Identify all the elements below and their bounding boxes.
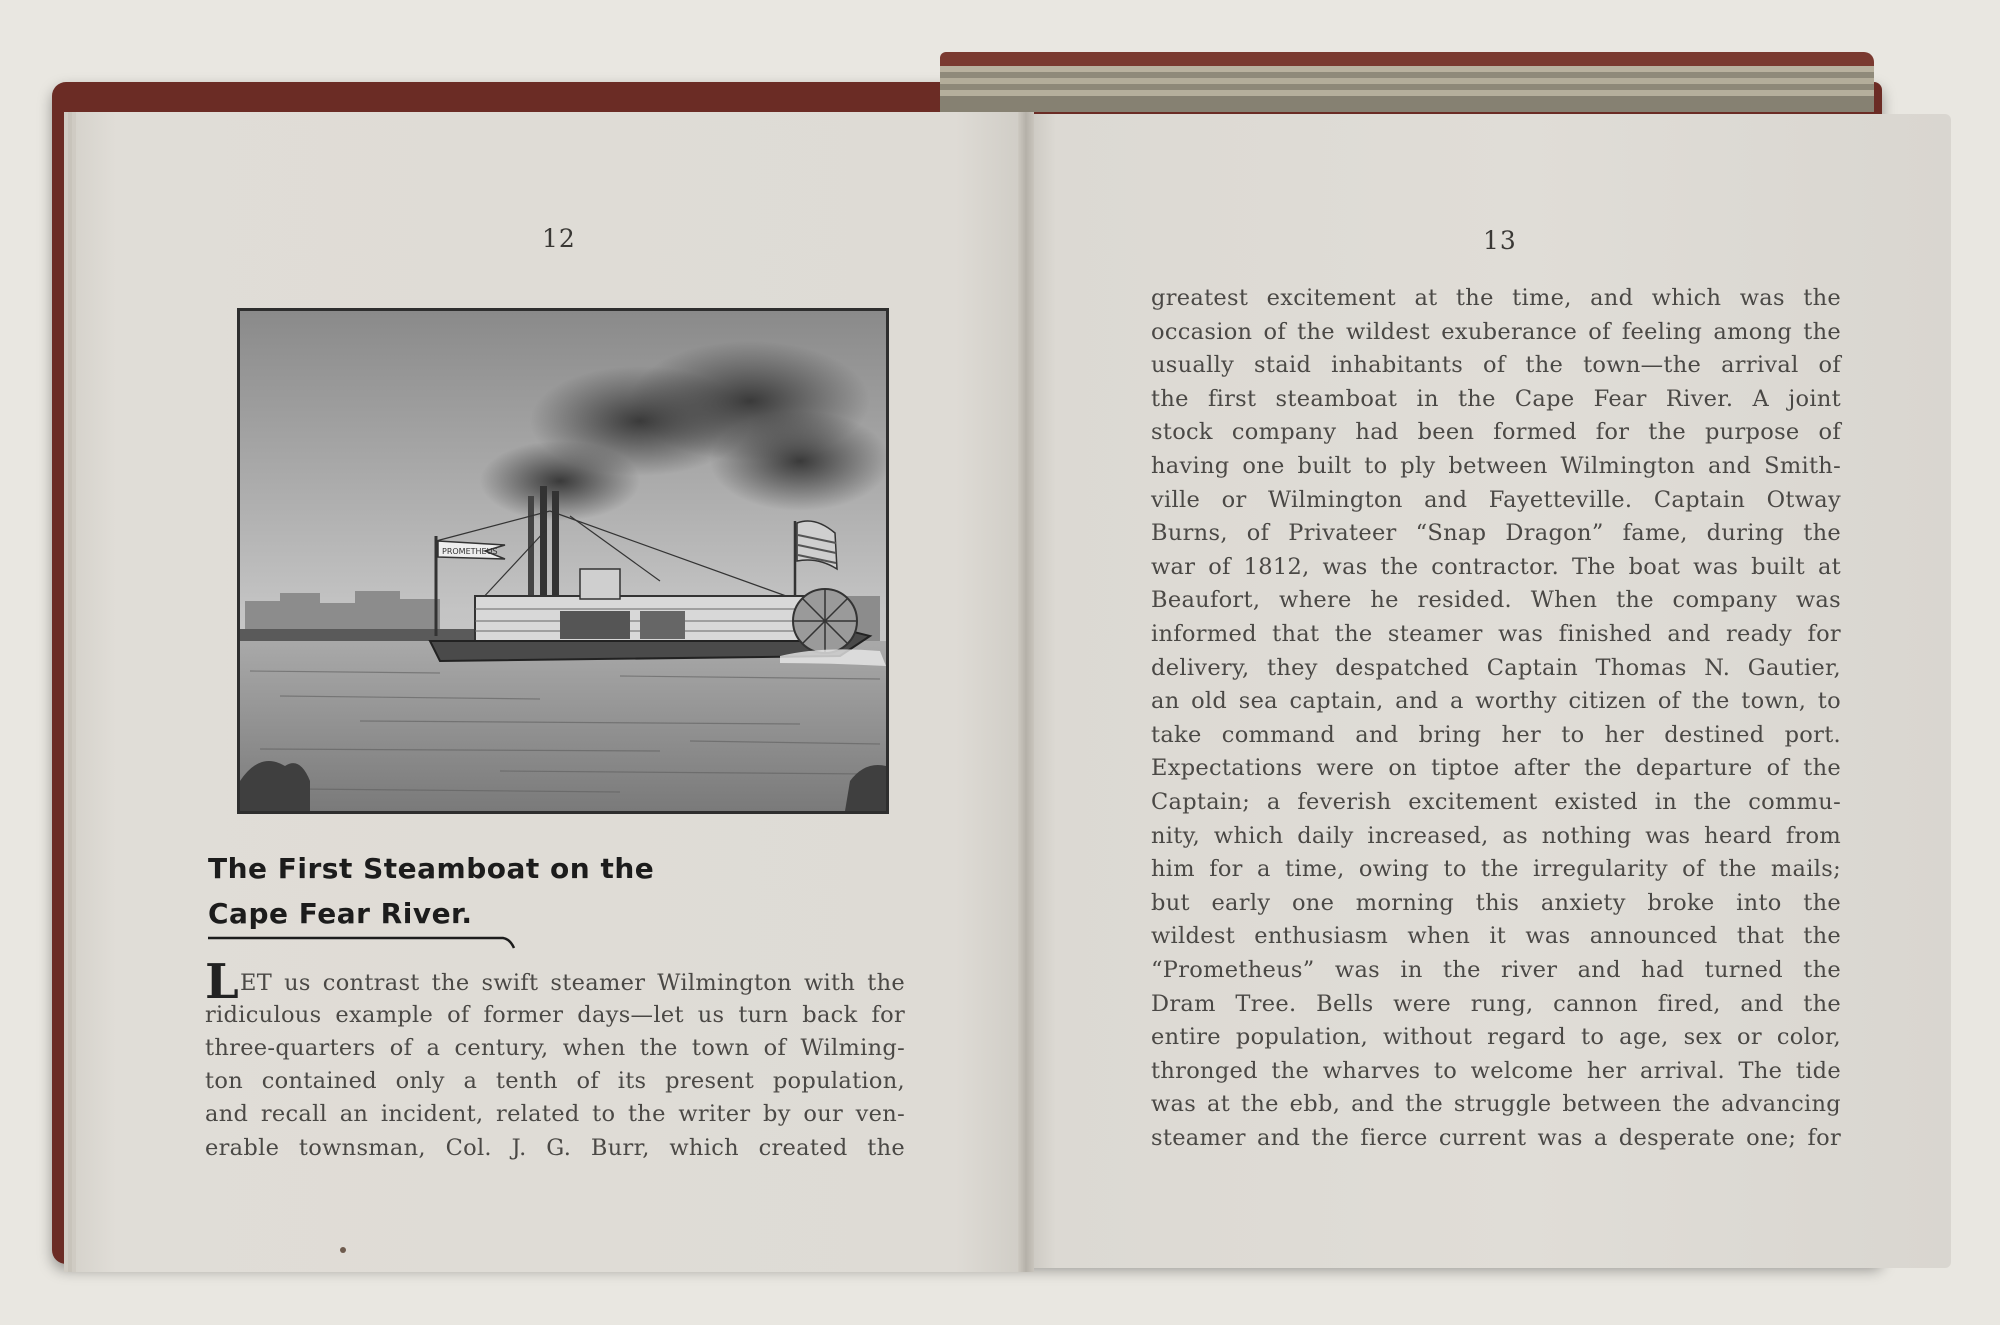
- drop-cap: L: [205, 954, 239, 1010]
- right-text-line: Beaufort, where he resided. When the company was: [1151, 587, 1841, 614]
- figure-flag-label: PROMETHEUS: [442, 547, 498, 556]
- left-text-line: erable townsman, Col. J. G. Burr, which created the: [205, 1135, 905, 1161]
- right-text-line: nity, which daily increased, as nothing was heard from: [1151, 822, 1841, 849]
- left-text-line: three-quarters of a century, when the town of Wilming-: [205, 1035, 905, 1061]
- right-text-line: take command and bring her to her destined port.: [1151, 721, 1841, 748]
- chapter-title-line-1: The First Steamboat on the: [208, 852, 655, 885]
- steamboat-illustration: [237, 308, 889, 814]
- right-text-line: war of 1812, was the contractor. The boat was built at: [1151, 553, 1841, 580]
- right-text-line: entire population, without regard to age, sex or color,: [1151, 1024, 1841, 1051]
- right-text-line: usually staid inhabitants of the town—the arrival of: [1151, 352, 1841, 379]
- right-text-line: stock company had been formed for the purpose of: [1151, 419, 1841, 446]
- right-text-line: him for a time, owing to the irregularity of the mails;: [1151, 856, 1841, 883]
- right-text-line: steamer and the fierce current was a desperate one; for: [1151, 1125, 1841, 1151]
- right-text-line: was at the ebb, and the struggle between the advancing: [1151, 1091, 1841, 1118]
- right-text-line: Dram Tree. Bells were rung, cannon fired, and the: [1151, 990, 1841, 1017]
- left-text-line: ton contained only a tenth of its present population,: [205, 1068, 905, 1094]
- book-gutter: [1018, 112, 1034, 1272]
- right-text-line: ville or Wilmington and Fayetteville. Captain Otway: [1151, 486, 1841, 513]
- right-text-line: greatest excitement at the time, and which was the: [1151, 285, 1841, 311]
- right-text-line: Burns, of Privateer “Snap Dragon” fame, during the: [1151, 520, 1841, 547]
- right-text-line: “Prometheus” was in the river and had turned the: [1151, 957, 1841, 983]
- right-text-line: thronged the wharves to welcome her arrival. The tide: [1151, 1057, 1841, 1084]
- left-text-line: ridiculous example of former days—let us turn back for: [205, 1002, 905, 1028]
- page-block-edge: [940, 52, 1874, 112]
- right-text-line: but early one morning this anxiety broke into the: [1151, 889, 1841, 916]
- right-page-number: 13: [1483, 226, 1517, 255]
- title-underline: [208, 936, 518, 952]
- left-page-number: 12: [542, 224, 576, 253]
- left-text-line: and recall an incident, related to the writer by our ven-: [205, 1101, 905, 1127]
- right-text-line: Expectations were on tiptoe after the departure of the: [1151, 755, 1841, 782]
- right-text-line: informed that the steamer was finished and ready for: [1151, 621, 1841, 647]
- left-text-line: ET us contrast the swift steamer Wilmington with the: [240, 970, 905, 996]
- right-text-line: wildest enthusiasm when it was announced that the: [1151, 923, 1841, 950]
- page-speck: [340, 1247, 346, 1253]
- right-text-line: delivery, they despatched Captain Thomas N. Gautier,: [1151, 654, 1841, 681]
- right-text-line: occasion of the wildest exuberance of feeling among the: [1151, 318, 1841, 345]
- right-text-line: an old sea captain, and a worthy citizen of the town, to: [1151, 688, 1841, 715]
- right-text-line: Captain; a feverish excitement existed in the commu-: [1151, 789, 1841, 815]
- chapter-title-line-2: Cape Fear River.: [208, 897, 473, 930]
- right-text-line: having one built to ply between Wilmington and Smith-: [1151, 453, 1841, 479]
- right-text-line: the first steamboat in the Cape Fear River. A joint: [1151, 385, 1841, 412]
